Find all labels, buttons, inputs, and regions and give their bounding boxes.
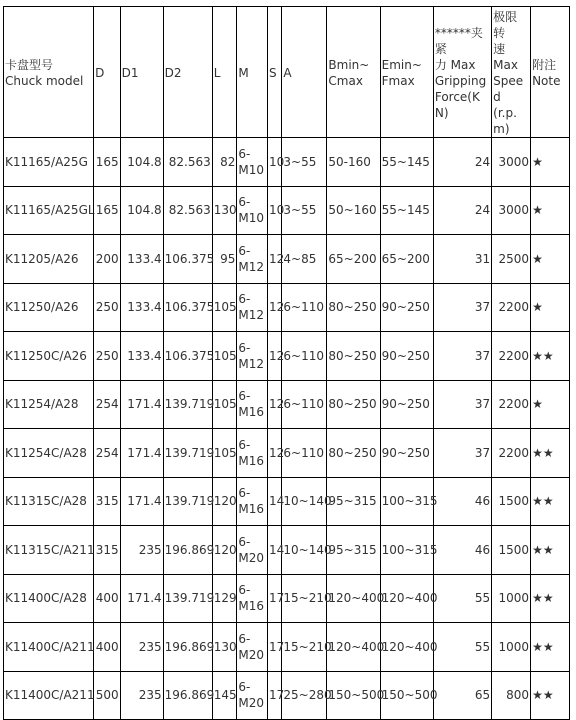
cell-s: 12 (268, 235, 282, 284)
cell-a: 3~55 (282, 138, 327, 187)
cell-m-thread: M16 (238, 405, 264, 420)
cell-m-count: 6- (238, 534, 251, 549)
cell-gripping-force: 24 (433, 186, 491, 235)
header-speed-line3: Max (493, 58, 518, 72)
cell-max-speed: 2200 (492, 429, 531, 478)
cell-d1: 104.8 (120, 138, 163, 187)
cell-s: 10 (268, 186, 282, 235)
header-note-cn: 附注 (532, 58, 557, 72)
header-bc-line1: Bmin~ (328, 58, 370, 72)
header-d2: D2 (163, 7, 212, 138)
cell-max-speed: 2500 (492, 235, 531, 284)
cell-note: ★ (531, 283, 570, 332)
cell-m-thread: M20 (238, 696, 264, 711)
cell-max-speed: 3000 (492, 138, 531, 187)
cell-note: ★★ (531, 574, 570, 623)
cell-note: ★★ (531, 671, 570, 720)
cell-m-thread: M12 (238, 259, 264, 274)
cell-d: 254 (94, 429, 121, 478)
cell-gripping-force: 46 (433, 477, 491, 526)
cell-m (237, 671, 268, 720)
cell-l: 105 (212, 283, 237, 332)
cell-model: K11400C/A211 (4, 623, 94, 672)
cell-d1: 235 (120, 671, 163, 720)
cell-m-thread: M10 (238, 162, 264, 177)
table-row (4, 380, 570, 429)
cell-d2: 139.719 (163, 574, 212, 623)
cell-emin-fmax: 120~400 (380, 623, 433, 672)
cell-bmin-cmax: 65~200 (327, 235, 380, 284)
table-body (4, 138, 570, 720)
cell-model: K11400C/A28 (4, 574, 94, 623)
cell-d2: 196.869 (163, 526, 212, 575)
cell-a: 25~280 (282, 671, 327, 720)
cell-note: ★★ (531, 477, 570, 526)
cell-gripping-force: 37 (433, 429, 491, 478)
cell-m (237, 623, 268, 672)
cell-d2: 106.375 (163, 332, 212, 381)
cell-max-speed: 1500 (492, 477, 531, 526)
cell-d: 400 (94, 574, 121, 623)
cell-a: 10~140 (282, 477, 327, 526)
cell-d: 165 (94, 186, 121, 235)
cell-note: ★ (531, 235, 570, 284)
cell-emin-fmax: 90~250 (380, 429, 433, 478)
cell-max-speed: 1000 (492, 574, 531, 623)
cell-d1: 235 (120, 526, 163, 575)
cell-m-count: 6- (238, 437, 251, 452)
cell-d1: 171.4 (120, 380, 163, 429)
cell-max-speed: 2200 (492, 332, 531, 381)
cell-emin-fmax: 55~145 (380, 186, 433, 235)
cell-d: 165 (94, 138, 121, 187)
cell-note: ★ (531, 186, 570, 235)
cell-l: 105 (212, 332, 237, 381)
cell-d2: 139.719 (163, 477, 212, 526)
cell-l: 130 (212, 623, 237, 672)
cell-m-count: 6- (238, 195, 251, 210)
cell-bmin-cmax: 80~250 (327, 332, 380, 381)
cell-model: K11254/A28 (4, 380, 94, 429)
table-row (4, 332, 570, 381)
cell-gripping-force: 31 (433, 235, 491, 284)
cell-model: K11254C/A28 (4, 429, 94, 478)
cell-d1: 133.4 (120, 235, 163, 284)
cell-note: ★★ (531, 429, 570, 478)
cell-d: 200 (94, 235, 121, 284)
header-bmin-cmax (327, 7, 380, 138)
cell-l: 95 (212, 235, 237, 284)
cell-d2: 196.869 (163, 623, 212, 672)
cell-note: ★ (531, 138, 570, 187)
header-speed-line5: (r.p.m) (493, 106, 517, 136)
cell-d1: 133.4 (120, 332, 163, 381)
cell-emin-fmax: 120~400 (380, 574, 433, 623)
cell-a: 15~210 (282, 623, 327, 672)
cell-s: 14 (268, 526, 282, 575)
cell-d2: 106.375 (163, 283, 212, 332)
cell-l: 129 (212, 574, 237, 623)
header-l: L (212, 7, 237, 138)
header-max-speed (492, 7, 531, 138)
cell-bmin-cmax: 80~250 (327, 380, 380, 429)
cell-d1: 133.4 (120, 283, 163, 332)
cell-m-thread: M16 (238, 599, 264, 614)
cell-m-count: 6- (238, 486, 251, 501)
cell-emin-fmax: 90~250 (380, 380, 433, 429)
cell-d: 400 (94, 623, 121, 672)
cell-note: ★★ (531, 526, 570, 575)
cell-model: K11165/A25GL (4, 186, 94, 235)
cell-m-thread: M12 (238, 356, 264, 371)
header-note (531, 7, 570, 138)
cell-max-speed: 1500 (492, 526, 531, 575)
cell-s: 17 (268, 623, 282, 672)
cell-bmin-cmax: 120~400 (327, 623, 380, 672)
cell-bmin-cmax: 150~500 (327, 671, 380, 720)
header-force-line1: ******夹紧 (434, 26, 483, 56)
cell-l: 120 (212, 477, 237, 526)
cell-s: 17 (268, 671, 282, 720)
cell-d: 254 (94, 380, 121, 429)
header-force-line4: Force(KN) (434, 90, 480, 120)
header-ef-line2: Fmax (381, 74, 415, 88)
cell-gripping-force: 37 (433, 283, 491, 332)
header-d: D (94, 7, 121, 138)
header-model-en: Chuck model (5, 74, 84, 88)
cell-m-count: 6- (238, 631, 251, 646)
cell-bmin-cmax: 120~400 (327, 574, 380, 623)
cell-max-speed: 1000 (492, 623, 531, 672)
table-row (4, 429, 570, 478)
cell-d2: 82.563 (163, 138, 212, 187)
cell-d2: 82.563 (163, 186, 212, 235)
cell-m (237, 332, 268, 381)
cell-bmin-cmax: 50-160 (327, 138, 380, 187)
cell-d2: 139.719 (163, 380, 212, 429)
header-m: M (237, 7, 268, 138)
cell-bmin-cmax: 80~250 (327, 283, 380, 332)
cell-gripping-force: 24 (433, 138, 491, 187)
cell-m (237, 526, 268, 575)
cell-s: 12 (268, 332, 282, 381)
cell-model: K11205/A26 (4, 235, 94, 284)
cell-m-thread: M20 (238, 550, 264, 565)
cell-gripping-force: 65 (433, 671, 491, 720)
header-model (4, 7, 94, 138)
cell-model: K11400C/A211 (4, 671, 94, 720)
table-row (4, 526, 570, 575)
cell-d1: 171.4 (120, 574, 163, 623)
header-ef-line1: Emin~ (381, 58, 422, 72)
header-bc-line2: Cmax (328, 74, 363, 88)
cell-m-thread: M16 (238, 502, 264, 517)
header-force-line3: Gripping (434, 74, 487, 88)
table-row (4, 574, 570, 623)
cell-m-thread: M10 (238, 211, 264, 226)
cell-d: 315 (94, 477, 121, 526)
header-model-cn: 卡盘型号 (5, 58, 54, 72)
cell-d: 250 (94, 283, 121, 332)
cell-s: 12 (268, 283, 282, 332)
cell-d1: 171.4 (120, 477, 163, 526)
cell-emin-fmax: 65~200 (380, 235, 433, 284)
table-row (4, 186, 570, 235)
cell-s: 10 (268, 138, 282, 187)
cell-d1: 104.8 (120, 186, 163, 235)
cell-bmin-cmax: 80~250 (327, 429, 380, 478)
cell-d: 315 (94, 526, 121, 575)
cell-s: 12 (268, 429, 282, 478)
header-s: S (268, 7, 282, 138)
header-speed-line4: Speed (493, 74, 524, 104)
cell-gripping-force: 55 (433, 623, 491, 672)
cell-l: 130 (212, 186, 237, 235)
cell-m (237, 186, 268, 235)
cell-emin-fmax: 100~315 (380, 477, 433, 526)
cell-d: 250 (94, 332, 121, 381)
cell-d2: 196.869 (163, 671, 212, 720)
header-row (4, 7, 570, 138)
cell-m-count: 6- (238, 292, 251, 307)
cell-m-count: 6- (238, 583, 251, 598)
cell-m-count: 6- (238, 340, 251, 355)
cell-gripping-force: 55 (433, 574, 491, 623)
cell-d2: 139.719 (163, 429, 212, 478)
cell-note: ★ (531, 380, 570, 429)
header-a: A (282, 7, 327, 138)
cell-d: 500 (94, 671, 121, 720)
cell-m (237, 138, 268, 187)
header-emin-fmax (380, 7, 433, 138)
cell-a: 3~55 (282, 186, 327, 235)
header-d1: D1 (120, 7, 163, 138)
cell-max-speed: 2200 (492, 283, 531, 332)
table-row (4, 477, 570, 526)
cell-m-count: 6- (238, 146, 251, 161)
cell-max-speed: 2200 (492, 380, 531, 429)
cell-model: K11165/A25G (4, 138, 94, 187)
cell-a: 6~110 (282, 332, 327, 381)
cell-gripping-force: 37 (433, 380, 491, 429)
cell-emin-fmax: 55~145 (380, 138, 433, 187)
cell-s: 14 (268, 477, 282, 526)
cell-a: 10~140 (282, 526, 327, 575)
cell-model: K11315C/A28 (4, 477, 94, 526)
cell-m (237, 429, 268, 478)
cell-gripping-force: 37 (433, 332, 491, 381)
cell-d1: 171.4 (120, 429, 163, 478)
cell-emin-fmax: 150~500 (380, 671, 433, 720)
cell-m-count: 6- (238, 243, 251, 258)
cell-emin-fmax: 90~250 (380, 332, 433, 381)
cell-d2: 106.375 (163, 235, 212, 284)
table-row (4, 623, 570, 672)
cell-a: 6~110 (282, 380, 327, 429)
cell-a: 15~210 (282, 574, 327, 623)
cell-m-count: 6- (238, 680, 251, 695)
cell-l: 105 (212, 380, 237, 429)
cell-bmin-cmax: 50~160 (327, 186, 380, 235)
cell-model: K11315C/A211 (4, 526, 94, 575)
cell-note: ★★ (531, 332, 570, 381)
cell-m-thread: M16 (238, 453, 264, 468)
cell-m (237, 380, 268, 429)
cell-a: 4~85 (282, 235, 327, 284)
header-speed-line1: 极限转 (493, 10, 518, 40)
cell-a: 6~110 (282, 283, 327, 332)
cell-s: 17 (268, 574, 282, 623)
cell-l: 82 (212, 138, 237, 187)
cell-model: K11250/A26 (4, 283, 94, 332)
cell-s: 12 (268, 380, 282, 429)
cell-m-thread: M12 (238, 308, 264, 323)
table-row (4, 671, 570, 720)
cell-emin-fmax: 90~250 (380, 283, 433, 332)
table-row (4, 138, 570, 187)
cell-m-count: 6- (238, 389, 251, 404)
cell-max-speed: 800 (492, 671, 531, 720)
cell-m (237, 283, 268, 332)
cell-model: K11250C/A26 (4, 332, 94, 381)
cell-emin-fmax: 100~315 (380, 526, 433, 575)
header-speed-line2: 速 (493, 42, 506, 56)
cell-m-thread: M20 (238, 647, 264, 662)
cell-max-speed: 3000 (492, 186, 531, 235)
cell-l: 120 (212, 526, 237, 575)
cell-gripping-force: 46 (433, 526, 491, 575)
cell-note: ★★ (531, 623, 570, 672)
cell-bmin-cmax: 95~315 (327, 477, 380, 526)
cell-a: 6~110 (282, 429, 327, 478)
cell-l: 145 (212, 671, 237, 720)
table-row (4, 235, 570, 284)
cell-m (237, 235, 268, 284)
cell-m (237, 574, 268, 623)
cell-d1: 235 (120, 623, 163, 672)
header-note-en: Note (532, 74, 561, 88)
header-gripping-force (433, 7, 491, 138)
cell-l: 105 (212, 429, 237, 478)
cell-m (237, 477, 268, 526)
cell-bmin-cmax: 95~315 (327, 526, 380, 575)
header-force-line2: 力 Max (434, 58, 476, 72)
table-row (4, 283, 570, 332)
chuck-spec-table (3, 6, 570, 720)
